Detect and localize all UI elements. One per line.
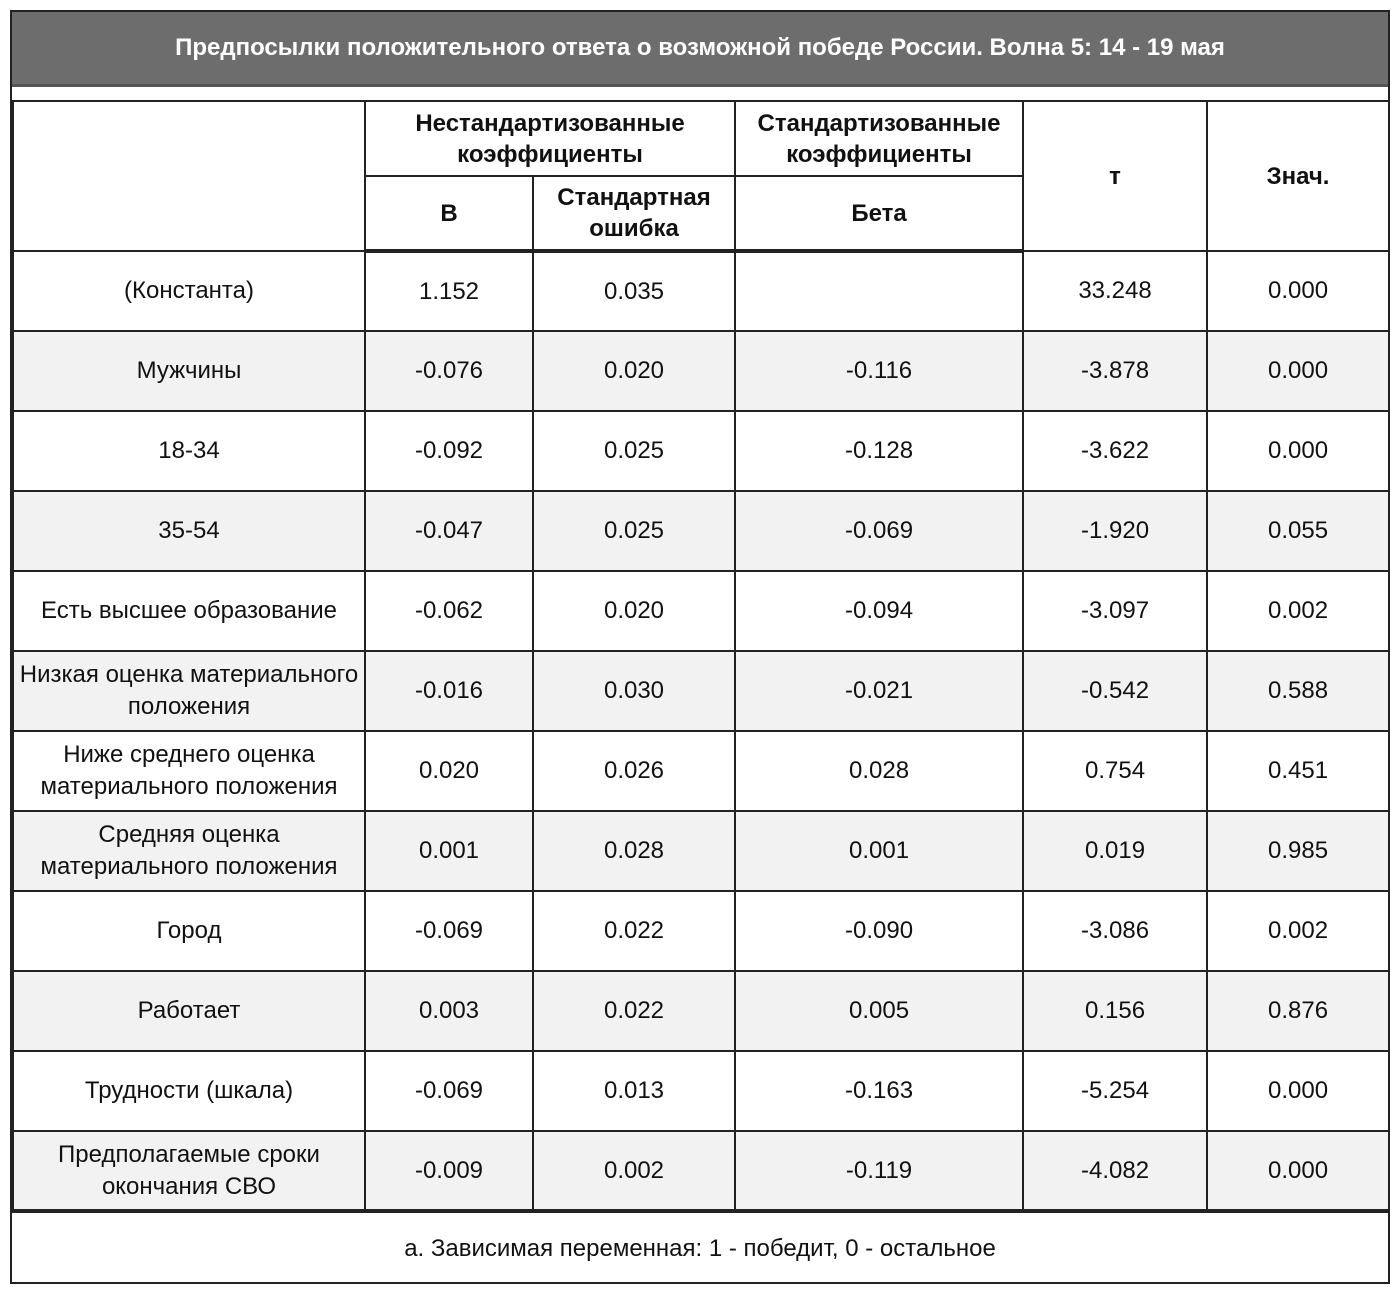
cell-b: 0.020 bbox=[365, 731, 533, 811]
cell-std-error: 0.030 bbox=[533, 651, 735, 731]
cell-b: 0.001 bbox=[365, 811, 533, 891]
cell-std-error: 0.026 bbox=[533, 731, 735, 811]
cell-beta: 0.001 bbox=[735, 811, 1023, 891]
table-row bbox=[13, 1051, 1389, 1131]
cell-std-error: 0.035 bbox=[533, 251, 735, 331]
row-label: Мужчины bbox=[13, 331, 365, 411]
regression-table bbox=[12, 100, 1390, 1213]
cell-t: -3.086 bbox=[1023, 891, 1207, 971]
cell-sig: 0.451 bbox=[1207, 731, 1389, 811]
cell-t: -3.097 bbox=[1023, 571, 1207, 651]
cell-sig: 0.055 bbox=[1207, 491, 1389, 571]
header-b: B bbox=[365, 176, 533, 251]
cell-std-error: 0.022 bbox=[533, 891, 735, 971]
cell-b: -0.062 bbox=[365, 571, 533, 651]
cell-std-error: 0.025 bbox=[533, 491, 735, 571]
cell-t: 0.019 bbox=[1023, 811, 1207, 891]
cell-sig: 0.588 bbox=[1207, 651, 1389, 731]
cell-b: -0.069 bbox=[365, 891, 533, 971]
table-row bbox=[13, 811, 1389, 891]
row-label: 35-54 bbox=[13, 491, 365, 571]
header-beta: Бета bbox=[735, 176, 1023, 251]
header-std-error: Стандартная ошибка bbox=[533, 176, 735, 251]
cell-beta: 0.028 bbox=[735, 731, 1023, 811]
cell-beta: -0.094 bbox=[735, 571, 1023, 651]
header-empty-cell bbox=[13, 101, 365, 251]
cell-b: -0.009 bbox=[365, 1131, 533, 1211]
cell-b: -0.069 bbox=[365, 1051, 533, 1131]
cell-b: -0.076 bbox=[365, 331, 533, 411]
table-row bbox=[13, 731, 1389, 811]
cell-t: -4.082 bbox=[1023, 1131, 1207, 1211]
cell-t: 33.248 bbox=[1023, 251, 1207, 331]
row-label: Низкая оценка материального положения bbox=[13, 651, 365, 731]
cell-beta: -0.069 bbox=[735, 491, 1023, 571]
cell-beta: -0.090 bbox=[735, 891, 1023, 971]
header-unstandardized: Нестандартизованные коэффициенты bbox=[365, 101, 735, 176]
cell-t: -5.254 bbox=[1023, 1051, 1207, 1131]
cell-std-error: 0.020 bbox=[533, 331, 735, 411]
cell-t: 0.156 bbox=[1023, 971, 1207, 1051]
cell-b: -0.047 bbox=[365, 491, 533, 571]
row-label: Предполагаемые сроки окончания СВО bbox=[13, 1131, 365, 1211]
cell-b: -0.016 bbox=[365, 651, 533, 731]
footnote: a. Зависимая переменная: 1 - победит, 0 - остальное bbox=[404, 1234, 996, 1262]
row-label: Средняя оценка материального положения bbox=[13, 811, 365, 891]
cell-b: -0.092 bbox=[365, 411, 533, 491]
table-row bbox=[13, 411, 1389, 491]
cell-t: -1.920 bbox=[1023, 491, 1207, 571]
cell-std-error: 0.002 bbox=[533, 1131, 735, 1211]
cell-t: -3.622 bbox=[1023, 411, 1207, 491]
cell-beta: -0.119 bbox=[735, 1131, 1023, 1211]
table-row bbox=[13, 251, 1389, 331]
row-label: Город bbox=[13, 891, 365, 971]
cell-t: 0.754 bbox=[1023, 731, 1207, 811]
cell-std-error: 0.025 bbox=[533, 411, 735, 491]
table-row bbox=[13, 651, 1389, 731]
cell-sig: 0.002 bbox=[1207, 891, 1389, 971]
cell-beta: -0.116 bbox=[735, 331, 1023, 411]
cell-beta: 0.005 bbox=[735, 971, 1023, 1051]
cell-std-error: 0.020 bbox=[533, 571, 735, 651]
cell-sig: 0.000 bbox=[1207, 331, 1389, 411]
cell-sig: 0.876 bbox=[1207, 971, 1389, 1051]
header-sig: Знач. bbox=[1207, 101, 1389, 251]
cell-beta: -0.163 bbox=[735, 1051, 1023, 1131]
cell-sig: 0.000 bbox=[1207, 1131, 1389, 1211]
cell-b: 0.003 bbox=[365, 971, 533, 1051]
row-label: Работает bbox=[13, 971, 365, 1051]
table-row bbox=[13, 1131, 1389, 1211]
row-label: (Константа) bbox=[13, 251, 365, 331]
cell-beta bbox=[735, 251, 1023, 331]
table-row bbox=[13, 331, 1389, 411]
cell-sig: 0.000 bbox=[1207, 411, 1389, 491]
row-label: Трудности (шкала) bbox=[13, 1051, 365, 1131]
table-frame bbox=[10, 10, 1390, 1284]
header-t: т bbox=[1023, 101, 1207, 251]
cell-std-error: 0.022 bbox=[533, 971, 735, 1051]
table-row bbox=[13, 491, 1389, 571]
cell-t: -0.542 bbox=[1023, 651, 1207, 731]
cell-t: -3.878 bbox=[1023, 331, 1207, 411]
cell-beta: -0.021 bbox=[735, 651, 1023, 731]
row-label: Ниже среднего оценка материального положения bbox=[13, 731, 365, 811]
table-row bbox=[13, 891, 1389, 971]
header-standardized: Стандартизованные коэффициенты bbox=[735, 101, 1023, 176]
cell-sig: 0.000 bbox=[1207, 1051, 1389, 1131]
cell-beta: -0.128 bbox=[735, 411, 1023, 491]
table-row bbox=[13, 971, 1389, 1051]
table-title: Предпосылки положительного ответа о возможной победе России. Волна 5: 14 - 19 мая bbox=[12, 12, 1388, 87]
table-row bbox=[13, 571, 1389, 651]
row-label: Есть высшее образование bbox=[13, 571, 365, 651]
cell-std-error: 0.013 bbox=[533, 1051, 735, 1131]
cell-sig: 0.000 bbox=[1207, 251, 1389, 331]
row-label: 18-34 bbox=[13, 411, 365, 491]
cell-std-error: 0.028 bbox=[533, 811, 735, 891]
cell-b: 1.152 bbox=[365, 251, 533, 331]
cell-sig: 0.985 bbox=[1207, 811, 1389, 891]
cell-sig: 0.002 bbox=[1207, 571, 1389, 651]
